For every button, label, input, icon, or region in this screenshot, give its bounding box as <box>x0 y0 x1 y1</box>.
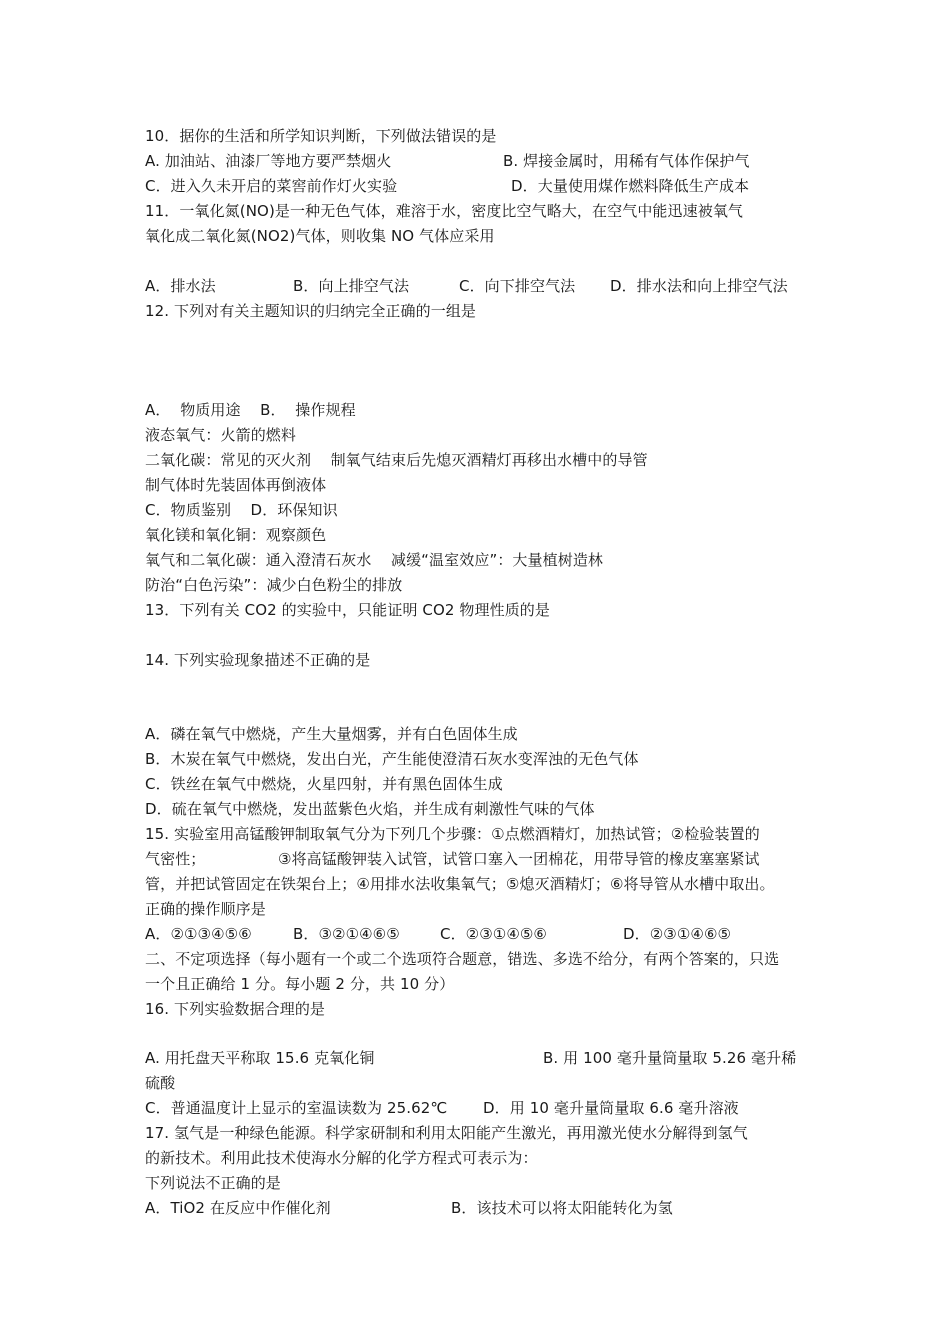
q16-option-d: D．用 10 毫升量筒量取 6.6 毫升溶液 <box>483 1099 739 1117</box>
q15-option-c: C．②③①④⑤⑥ <box>440 925 547 943</box>
q17-option-a: A．TiO2 在反应中作催化剂 <box>145 1199 331 1217</box>
q10-option-a: A. 加油站、油漆厂等地方要严禁烟火 <box>145 152 392 170</box>
q14-option-c: C．铁丝在氧气中燃烧，火星四射，并有黑色固体生成 <box>145 775 503 793</box>
q15-line4: 正确的操作顺序是 <box>145 900 266 918</box>
q13-stem: 13．下列有关 CO2 的实验中，只能证明 CO2 物理性质的是 <box>145 601 551 619</box>
q11-option-a: A．排水法 <box>145 277 216 295</box>
q12-line: 制气体时先装固体再倒液体 <box>145 476 327 494</box>
q15-line3: 管，并把试管固定在铁架台上；④用排水法收集氧气；⑤熄灭酒精灯；⑥将导管从水槽中取出。 <box>145 875 775 893</box>
q15-line2-end: ③将高锰酸钾装入试管，试管口塞入一团棉花，用带导管的橡皮塞塞紧试 <box>278 850 760 868</box>
q12-line: C．物质鉴别 D．环保知识 <box>145 501 338 519</box>
q14-stem: 14. 下列实验现象描述不正确的是 <box>145 651 371 669</box>
q11-stem-line1: 11．一氧化氮(NO)是一种无色气体，难溶于水，密度比空气略大，在空气中能迅速被氧气 <box>145 202 744 220</box>
q14-option-d: D．硫在氧气中燃烧，发出蓝紫色火焰，并生成有刺激性气味的气体 <box>145 800 595 818</box>
q14-option-a: A．磷在氧气中燃烧，产生大量烟雾，并有白色固体生成 <box>145 725 518 743</box>
q12-line: 氧气和二氧化碳：通入澄清石灰水 减缓“温室效应”：大量植树造林 <box>145 551 604 569</box>
section2-heading-line2: 一个且正确给 1 分。每小题 2 分，共 10 分） <box>145 975 455 993</box>
q17-option-b: B．该技术可以将太阳能转化为氢 <box>451 1199 673 1217</box>
q14-option-b: B．木炭在氧气中燃烧，发出白光，产生能使澄清石灰水变浑浊的无色气体 <box>145 750 639 768</box>
q17-line1: 17. 氢气是一种绿色能源。科学家研制和利用太阳能产生激光，再用激光使水分解得到氢气 <box>145 1124 748 1142</box>
q11-option-b: B．向上排空气法 <box>293 277 410 295</box>
q10-option-d: D．大量使用煤作燃料降低生产成本 <box>511 177 750 195</box>
q16-option-b-continued: 硫酸 <box>145 1074 176 1092</box>
q12-stem: 12. 下列对有关主题知识的归纳完全正确的一组是 <box>145 302 477 320</box>
q16-stem: 16. 下列实验数据合理的是 <box>145 1000 326 1018</box>
q11-option-d: D．排水法和向上排空气法 <box>610 277 788 295</box>
q10-option-c: C．进入久未开启的菜窖前作灯火实验 <box>145 177 398 195</box>
section2-heading-line1: 二、不定项选择（每小题有一个或二个选项符合题意，错选、多选不给分，有两个答案的，只选 <box>145 950 780 968</box>
q16-option-c: C．普通温度计上显示的室温读数为 25.62℃ <box>145 1099 448 1117</box>
q17-line3: 下列说法不正确的是 <box>145 1174 281 1192</box>
q15-option-d: D．②③①④⑥⑤ <box>623 925 732 943</box>
q16-option-a: A. 用托盘天平称取 15.6 克氧化铜 <box>145 1049 375 1067</box>
q17-options <box>145 1198 673 1278</box>
q10-stem: 10．据你的生活和所学知识判断，下列做法错误的是 <box>145 127 497 145</box>
q10-option-b: B. 焊接金属时，用稀有气体作保护气 <box>503 152 750 170</box>
q12-line: 氧化镁和氧化铜：观察颜色 <box>145 526 327 544</box>
q12-line: 二氧化碳：常见的灭火剂 制氧气结束后先熄灭酒精灯再移出水槽中的导管 <box>145 451 648 469</box>
q11-option-c: C．向下排空气法 <box>459 277 576 295</box>
q17-line2: 的新技术。利用此技术使海水分解的化学方程式可表示为： <box>145 1149 538 1167</box>
q15-option-b: B．③②①④⑥⑤ <box>293 925 400 943</box>
q15-line2-start: 气密性； <box>145 850 206 868</box>
q15-line1: 15. 实验室用高锰酸钾制取氧气分为下列几个步骤：①点燃酒精灯，加热试管；②检验装置的 <box>145 825 760 843</box>
q12-line: A． 物质用途 B． 操作规程 <box>145 401 356 419</box>
q16-option-b: B. 用 100 毫升量筒量取 5.26 毫升稀 <box>543 1049 797 1067</box>
q11-stem-line2: 氧化成二氧化氮(NO2)气体，则收集 NO 气体应采用 <box>145 227 495 245</box>
q12-line: 液态氧气：火箭的燃料 <box>145 426 297 444</box>
q12-line: 防治“白色污染”：减少白色粉尘的排放 <box>145 576 403 594</box>
q15-option-a: A．②①③④⑤⑥ <box>145 925 252 943</box>
